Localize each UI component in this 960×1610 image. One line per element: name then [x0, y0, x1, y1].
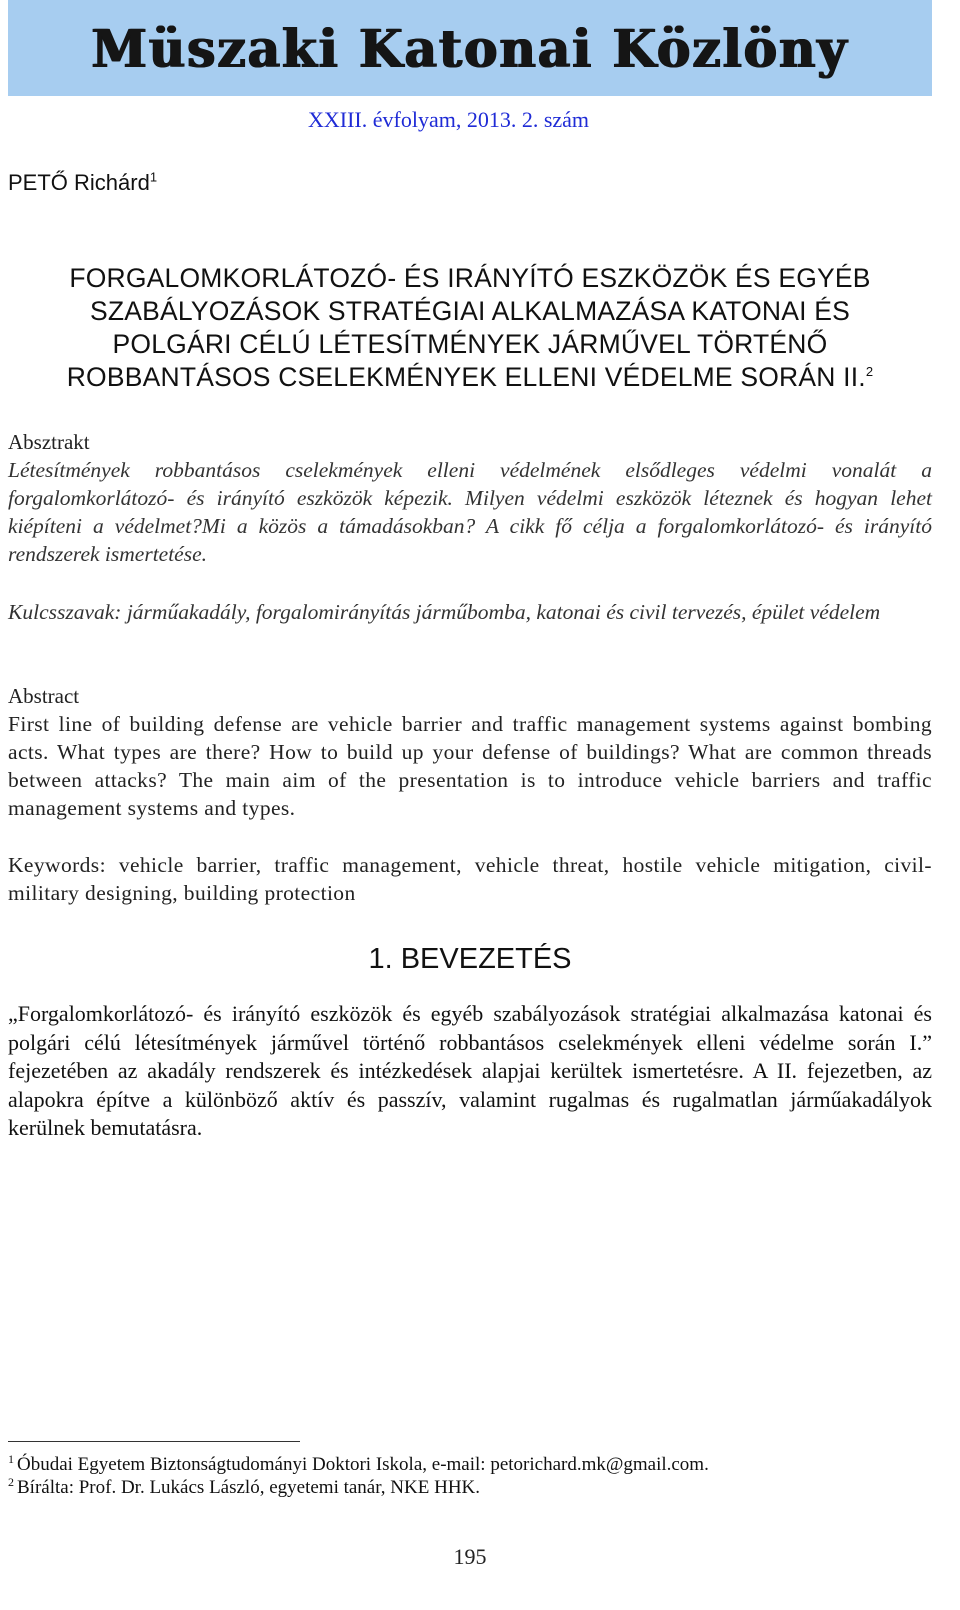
footnote-1-text: Óbudai Egyetem Biztonságtudományi Doktori Iskola, e-mail: petorichard.mk@gmail.com. — [17, 1454, 709, 1475]
keywords-english: Keywords: vehicle barrier, traffic management, vehicle threat, hostile vehicle mitigation, civil- military designing, building protection — [8, 853, 932, 905]
abstract-english — [8, 682, 932, 822]
article-title — [8, 262, 932, 394]
section-heading: 1. BEVEZETÉS — [368, 943, 572, 975]
footnote-2 — [8, 1474, 481, 1499]
keywords-hungarian: Kulcsszavak: járműakadály, forgalomirányítás járműbomba, katonai és civil tervezés, épület védelem — [8, 600, 881, 624]
title-line-1: FORGALOMKORLÁTOZÓ- ÉS IRÁNYÍTÓ ESZKÖZÖK ÉS EGYÉB — [69, 263, 871, 293]
title-line-2: SZABÁLYOZÁSOK STRATÉGIAI ALKALMAZÁSA KATONAI ÉS — [90, 296, 850, 326]
title-line-3: POLGÁRI CÉLÚ LÉTESÍTMÉNYEK JÁRMŰVEL TÖRTÉNŐ — [112, 329, 828, 359]
abstract-en-label: Abstract — [8, 684, 80, 708]
footnote-divider — [8, 1441, 300, 1442]
journal-masthead — [8, 0, 932, 96]
abstract-en-text: First line of building defense are vehicle barrier and traffic management systems against bombing acts. What types are there? How to build up your defense of buildings? What are common threads between attacks? The main aim of the presentation is to introduce vehicle barriers and traffic management systems and types. — [8, 712, 932, 820]
page-number: 195 — [453, 1544, 487, 1569]
footnote-2-number: 2 — [8, 1474, 14, 1489]
author-name: PETŐ Richárd — [8, 170, 150, 195]
issue-info: XXIII. évfolyam, 2013. 2. szám — [308, 107, 590, 132]
abstract-hu-text: Létesítmények robbantásos cselekmények elleni védelmének elsődleges védelmi vonalát a forgalomkorlátozó- és irányító eszközök képezik. Milyen védelmi eszközök léteznek és hogyan lehet kiépíteni a védelmet?Mi a közös a támadásokban? A cikk fő célja a forgalomkorlátozó- és irányító rendszerek ismertetése. — [8, 458, 932, 566]
footnote-1-number: 1 — [8, 1451, 14, 1466]
footnote-2-text: Bírálta: Prof. Dr. Lukács László, egyetemi tanár, NKE HHK. — [17, 1477, 481, 1498]
author-footnote-ref: 1 — [149, 169, 158, 185]
journal-title: Müszaki Katonai Közlöny — [91, 17, 849, 79]
author-line — [8, 170, 157, 196]
title-footnote-ref: 2 — [865, 364, 874, 380]
footnote-1 — [8, 1451, 709, 1476]
title-line-4: ROBBANTÁSOS CSELEKMÉNYEK ELLENI VÉDELME SORÁN II. — [66, 362, 866, 392]
intro-paragraph: „Forgalomkorlátozó- és irányító eszközök és egyéb szabályozások stratégiai alkalmazása katonai és polgári célú létesítmények járművel történő robbantásos cselekmények elleni védelme során I.” fejezetében az akadály rendszerek és intézkedések alapjai kerültek ismertetésre. A II. fejezetben, az alapokra építve a különböző aktív és passzív, valamint rugalmas és rugalmatlan járműakadályok kerülnek bemutatásra. — [8, 1001, 932, 1140]
title-line-4-wrap — [8, 361, 932, 394]
abstract-hu-label: Absztrakt — [8, 430, 90, 454]
abstract-hungarian — [8, 428, 932, 568]
